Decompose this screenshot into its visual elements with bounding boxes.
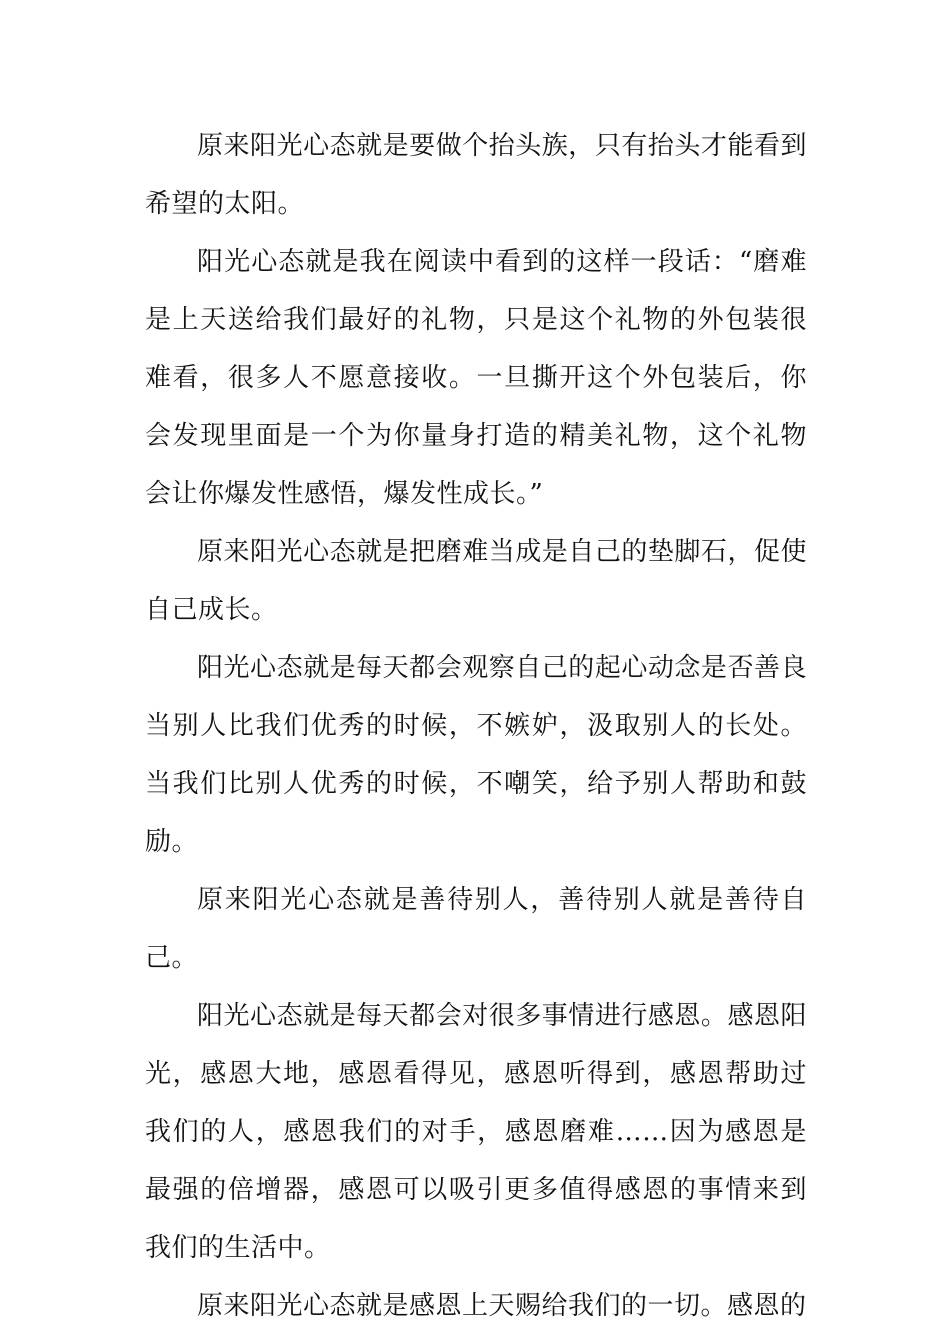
paragraph-3: 原来阳光心态就是把磨难当成是自己的垫脚石，促使自己成长。	[145, 537, 807, 625]
paragraph-6: 阳光心态就是每天都会对很多事情进行感恩。感恩阳光，感恩大地，感恩看得见，感恩听得到，感恩帮助过我们的人，感恩我们的对手，感恩磨难……因为感恩是最强的倍增器，感恩可以吸引更多值得感恩的事情来到我们的生活中。	[145, 1001, 807, 1263]
paragraph-7: 原来阳光心态就是感恩上天赐给我们的一切。感恩的	[197, 1291, 807, 1321]
paragraph-1: 原来阳光心态就是要做个抬头族，只有抬头才能看到希望的太阳。	[145, 131, 807, 219]
document-body	[145, 117, 807, 1335]
paragraph-2: 阳光心态就是我在阅读中看到的这样一段话：“磨难是上天送给我们最好的礼物，只是这个礼物的外包装很难看，很多人不愿意接收。一旦撕开这个外包装后，你会发现里面是一个为你量身打造的精美礼物，这个礼物会让你爆发性感悟，爆发性成长。”	[145, 247, 807, 509]
paragraph-5: 原来阳光心态就是善待别人，善待别人就是善待自己。	[145, 885, 807, 973]
paragraph-4: 阳光心态就是每天都会观察自己的起心动念是否善良当别人比我们优秀的时候，不嫉妒，汲取别人的长处。当我们比别人优秀的时候，不嘲笑，给予别人帮助和鼓励。	[145, 653, 807, 857]
